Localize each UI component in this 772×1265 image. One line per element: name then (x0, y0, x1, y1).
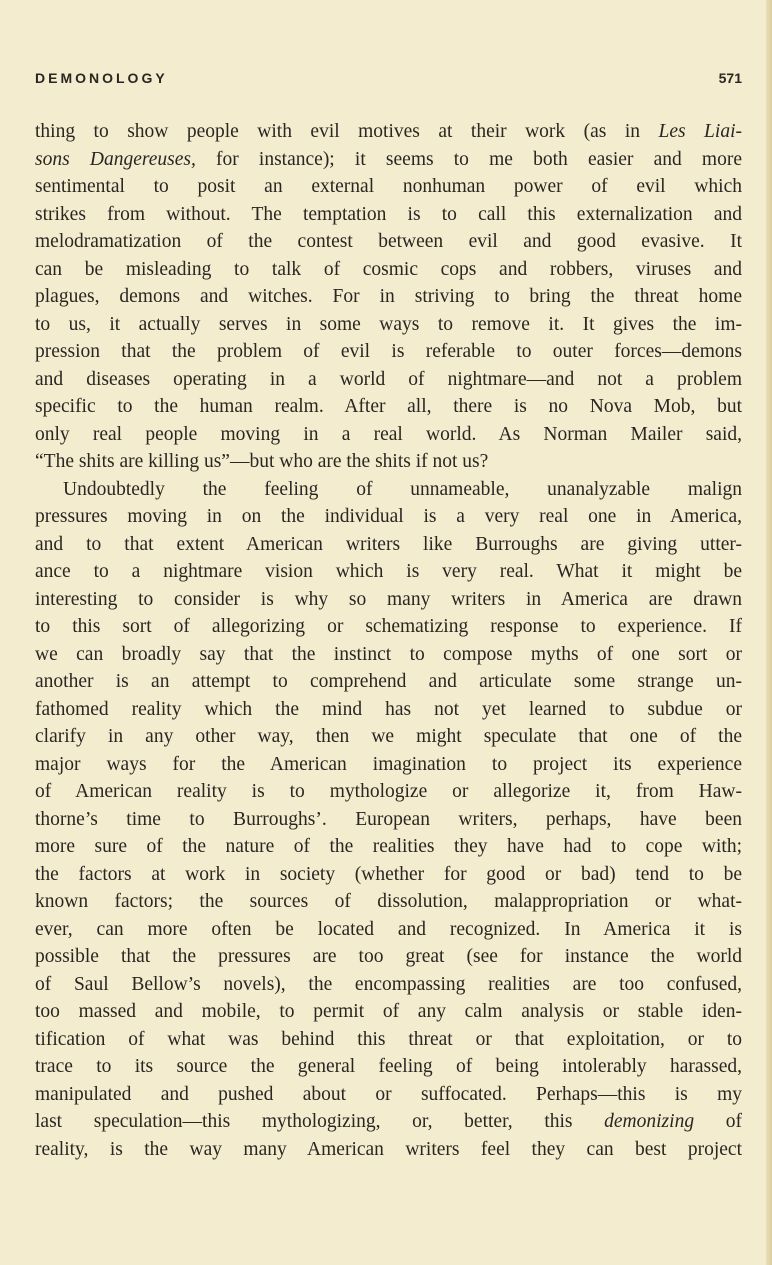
text-segment: reality, is the way many American writers feel they can best project (35, 1138, 742, 1160)
text-line (35, 668, 742, 696)
text-line (35, 448, 742, 476)
text-line (35, 888, 742, 916)
text-segment: pressures moving in on the individual is a very real one in America, (35, 506, 742, 527)
text-segment: last speculation—this mythologizing, or, better, this (35, 1111, 605, 1132)
text-line (35, 861, 742, 889)
text-segment: for instance); it seems to me both easier and more (195, 148, 742, 170)
text-line (35, 146, 742, 174)
running-head (35, 70, 742, 94)
text-line (35, 393, 742, 421)
text-line (35, 641, 742, 669)
text-segment: plagues, demons and witches. For in striving to bring the threat home (35, 286, 742, 307)
text-segment: melodramatization of the contest between evil and good evasive. It (35, 231, 742, 252)
text-line (35, 1136, 742, 1164)
text-line (35, 998, 742, 1026)
text-segment: of Saul Bellow’s novels), the encompassing realities are too confused, (35, 973, 742, 995)
text-segment: specific to the human realm. After all, there is no Nova Mob, but (35, 396, 742, 417)
running-head-title: DEMONOLOGY (35, 70, 168, 86)
text-segment: ance to a nightmare vision which is very real. What it might be (35, 561, 742, 582)
text-segment: to us, it actually serves in some ways to remove it. It gives the im- (35, 313, 742, 335)
text-line (35, 1081, 742, 1109)
text-segment: to this sort of allegorizing or schematizing response to experience. If (35, 616, 742, 637)
text-segment: known factors; the sources of dissolution, malappropriation or what- (35, 891, 742, 912)
text-line (35, 228, 742, 256)
text-segment: of American reality is to mythologize or allegorize it, from Haw- (35, 781, 742, 802)
text-segment: fathomed reality which the mind has not yet learned to subdue or (35, 698, 742, 720)
text-line (35, 558, 742, 586)
page-edge (766, 0, 772, 1265)
text-segment: pression that the problem of evil is referable to outer forces—demons (35, 341, 742, 362)
text-line (35, 613, 742, 641)
text-segment: we can broadly say that the instinct to compose myths of one sort or (35, 643, 742, 665)
text-segment: interesting to consider is why so many writers in America are drawn (35, 588, 742, 610)
text-line (35, 173, 742, 201)
text-line (35, 366, 742, 394)
text-line (35, 118, 742, 146)
text-line (35, 1108, 742, 1136)
text-segment: strikes from without. The temptation is to call this externalization and (35, 203, 742, 225)
text-line (35, 531, 742, 559)
text-segment: major ways for the American imagination to project its experience (35, 753, 742, 775)
text-segment: manipulated and pushed about or suffocated. Perhaps—this is my (35, 1083, 742, 1105)
text-line (35, 1053, 742, 1081)
text-line (35, 256, 742, 284)
text-segment: thorne’s time to Burroughs’. European writers, perhaps, have been (35, 808, 742, 830)
text-segment: can be misleading to talk of cosmic cops and robbers, viruses and (35, 258, 742, 280)
text-line (35, 971, 742, 999)
text-segment: only real people moving in a real world. As Norman Mailer said, (35, 423, 742, 445)
text-line (35, 806, 742, 834)
text-segment: another is an attempt to comprehend and articulate some strange un- (35, 671, 742, 692)
text-line (35, 833, 742, 861)
text-segment: tification of what was behind this threat or that exploitation, or to (35, 1028, 742, 1050)
text-segment: thing to show people with evil motives at their work (as in (35, 121, 659, 142)
text-segment: and diseases operating in a world of nightmare—and not a problem (35, 368, 742, 390)
text-segment: sentimental to posit an external nonhuman power of evil which (35, 176, 742, 197)
text-line (35, 751, 742, 779)
text-line (35, 421, 742, 449)
text-line (35, 586, 742, 614)
italic-text: sons Dangereuses, (35, 148, 196, 170)
italic-text: Les Liai- (658, 121, 742, 142)
text-segment: of (694, 1111, 742, 1132)
text-segment: too massed and mobile, to permit of any calm analysis or stable iden- (35, 1001, 742, 1022)
page-number: 571 (718, 70, 742, 86)
text-line (35, 916, 742, 944)
text-line (35, 311, 742, 339)
text-segment: Undoubtedly the feeling of unnameable, unanalyzable malign (63, 478, 742, 500)
text-segment: ever, can more often be located and recognized. In America it is (35, 918, 742, 940)
text-line (35, 283, 742, 311)
text-segment: more sure of the nature of the realities they have had to cope with; (35, 836, 742, 857)
text-line (35, 943, 742, 971)
text-line (35, 778, 742, 806)
text-segment: “The shits are killing us”—but who are the shits if not us? (35, 451, 489, 472)
text-line (35, 338, 742, 366)
text-segment: possible that the pressures are too great (see for instance the world (35, 946, 742, 967)
text-line (35, 503, 742, 531)
italic-text: demonizing (604, 1111, 695, 1132)
text-segment: the factors at work in society (whether for good or bad) tend to be (35, 863, 742, 885)
text-line (35, 201, 742, 229)
text-line (35, 1026, 742, 1054)
text-line (35, 696, 742, 724)
text-segment: and to that extent American writers like Burroughs are giving utter- (35, 533, 742, 555)
text-segment: trace to its source the general feeling of being intolerably harassed, (35, 1056, 742, 1077)
text-segment: clarify in any other way, then we might speculate that one of the (35, 726, 742, 747)
text-line (35, 476, 742, 504)
text-line (35, 723, 742, 751)
body-text (35, 118, 742, 1163)
